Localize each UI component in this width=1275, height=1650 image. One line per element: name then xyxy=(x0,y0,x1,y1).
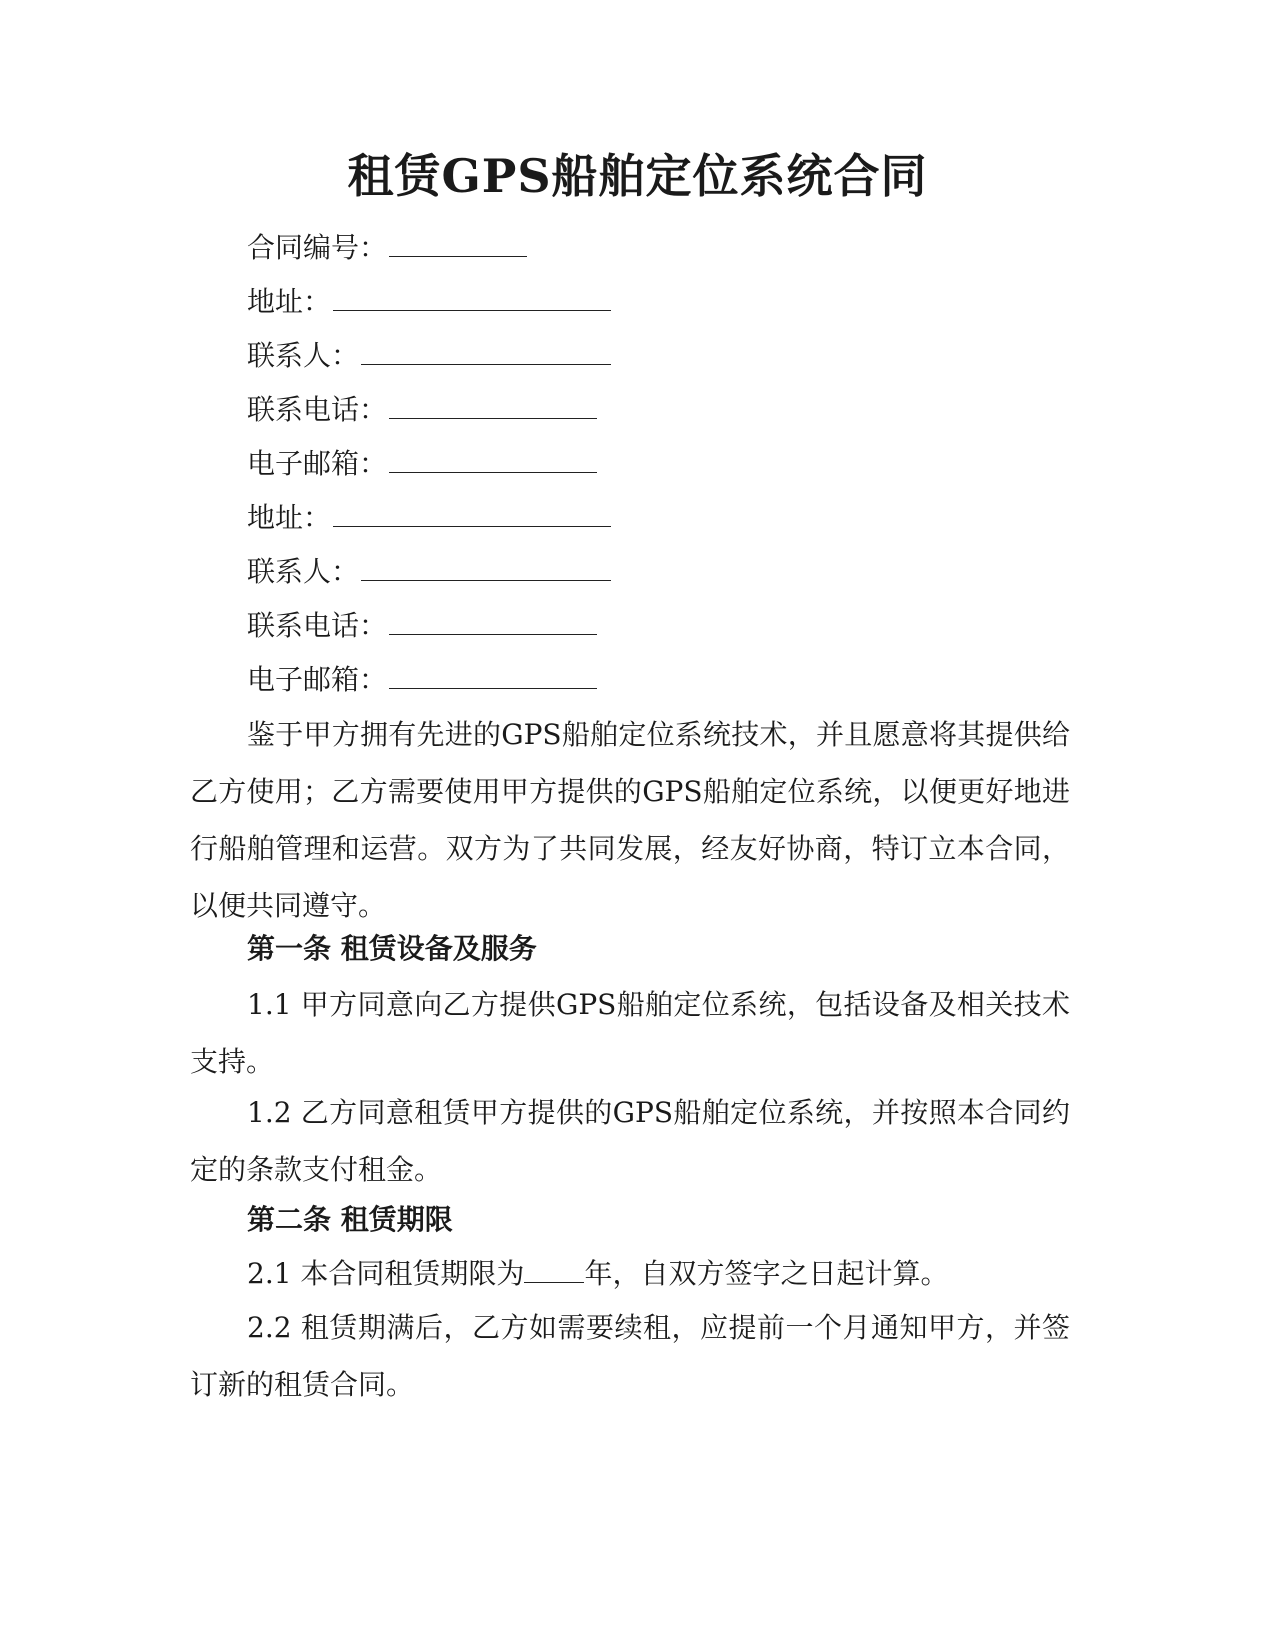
field-label: 联系人： xyxy=(247,339,360,372)
clause-2-2: 2.2 租赁期满后，乙方如需要续租，应提前一个月通知甲方，并签订新的租赁合同。 xyxy=(190,1311,1070,1401)
field-label: 电子邮箱： xyxy=(247,663,388,696)
contract-number-blank[interactable] xyxy=(389,230,527,257)
clause-2-1 xyxy=(190,1245,1070,1302)
field-label: 联系电话： xyxy=(247,609,388,642)
field-label: 联系电话： xyxy=(247,393,388,426)
page-title: 租赁GPS船舶定位系统合同 xyxy=(347,149,928,203)
party-b-email-blank[interactable] xyxy=(389,662,597,689)
party-b-contact-field xyxy=(247,554,611,590)
clause-1-1: 1.1 甲方同意向乙方提供GPS船舶定位系统，包括设备及相关技术支持。 xyxy=(190,988,1070,1078)
party-a-email-blank[interactable] xyxy=(389,446,597,473)
contract-number-field xyxy=(247,230,527,266)
party-a-phone-field xyxy=(247,392,597,428)
party-a-phone-blank[interactable] xyxy=(389,392,597,419)
party-b-address-blank[interactable] xyxy=(333,500,611,527)
preamble-paragraph: 鉴于甲方拥有先进的GPS船舶定位系统技术，并且愿意将其提供给乙方使用；乙方需要使用甲方提供的GPS船舶定位系统，以便更好地进行船舶管理和运营。双方为了共同发展，经友好协商，特订立本合同，以便共同遵守。 xyxy=(190,718,1070,922)
clause-2-1-text-after: 年，自双方签字之日起计算。 xyxy=(584,1257,949,1290)
article-2-heading: 第二条 租赁期限 xyxy=(247,1203,453,1236)
party-b-phone-field xyxy=(247,608,597,644)
party-b-email-field xyxy=(247,662,597,698)
clause-1-2: 1.2 乙方同意租赁甲方提供的GPS船舶定位系统，并按照本合同约定的条款支付租金。 xyxy=(190,1096,1070,1186)
field-label: 合同编号： xyxy=(247,231,388,264)
article-1-heading: 第一条 租赁设备及服务 xyxy=(247,932,537,965)
party-a-address-blank[interactable] xyxy=(333,284,611,311)
party-b-contact-blank[interactable] xyxy=(361,554,611,581)
party-a-address-field xyxy=(247,284,611,320)
party-b-phone-blank[interactable] xyxy=(389,608,597,635)
party-b-address-field xyxy=(247,500,611,536)
party-a-email-field xyxy=(247,446,597,482)
lease-years-blank[interactable] xyxy=(524,1258,584,1283)
field-label: 电子邮箱： xyxy=(247,447,388,480)
field-label: 地址： xyxy=(247,285,332,318)
field-label: 地址： xyxy=(247,501,332,534)
party-a-contact-blank[interactable] xyxy=(361,338,611,365)
clause-2-1-text-before: 2.1 本合同租赁期限为 xyxy=(247,1257,525,1290)
party-a-contact-field xyxy=(247,338,611,374)
field-label: 联系人： xyxy=(247,555,360,588)
